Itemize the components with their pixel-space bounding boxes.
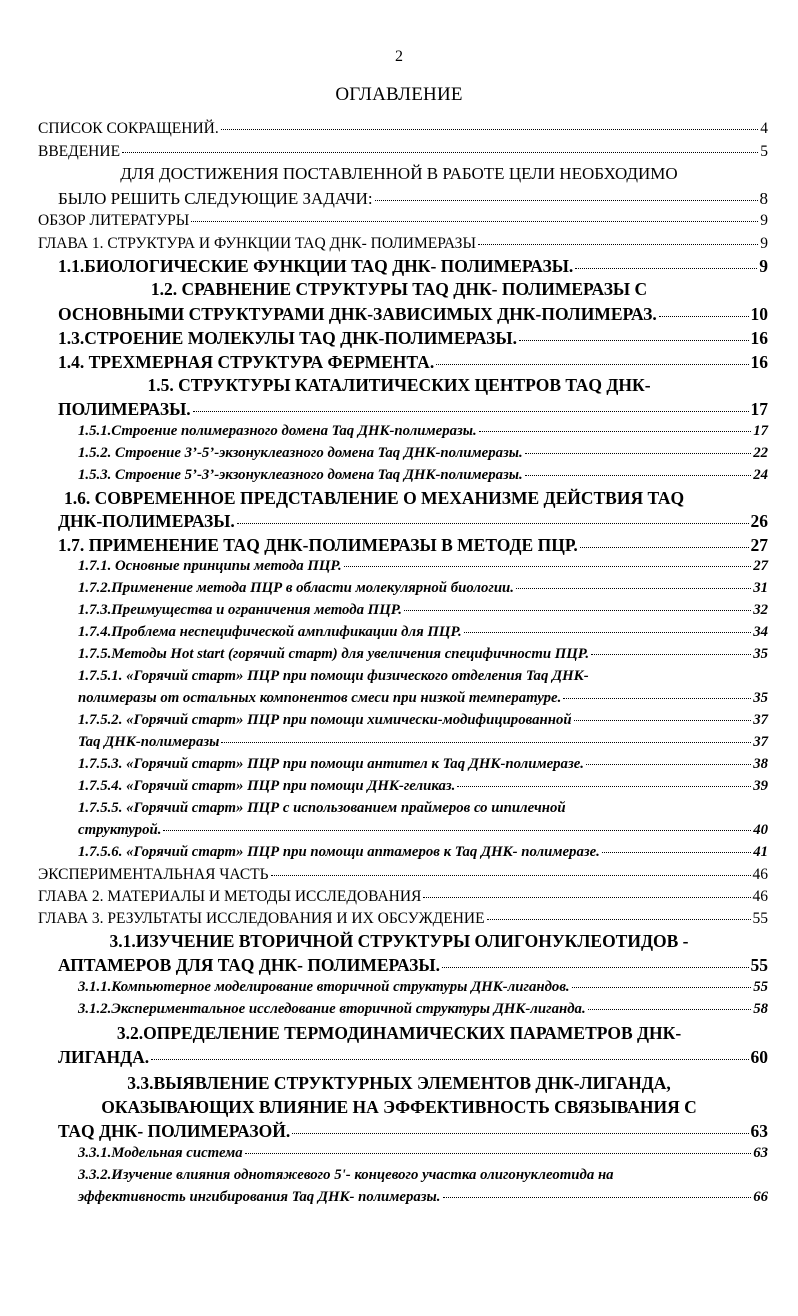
dot-leader <box>404 610 751 611</box>
toc-entry[interactable]: БЫЛО РЕШИТЬ СЛЕДУЮЩИЕ ЗАДАЧИ: 8 <box>58 189 768 208</box>
dot-leader <box>237 523 749 524</box>
toc-entry[interactable]: 1.7. ПРИМЕНЕНИЕ TAQ ДНК-ПОЛИМЕРАЗЫ В МЕТОДЕ ПЦР. 27 <box>58 535 768 555</box>
dot-leader <box>423 897 750 898</box>
toc-entry-line1[interactable]: 1.6. СОВРЕМЕННОЕ ПРЕДСТАВЛЕНИЕ О МЕХАНИЗМЕ ДЕЙСТВИЯ TAQ <box>64 488 685 508</box>
toc-entry-line1[interactable]: 1.5. СТРУКТУРЫ КАТАЛИТИЧЕСКИХ ЦЕНТРОВ TAQ ДНК- <box>147 375 651 395</box>
toc-entry[interactable]: 3.1.1.Компьютерное моделирование вторичной структуры ДНК-лигандов. 55 <box>78 979 768 995</box>
dot-leader <box>436 364 748 365</box>
toc-entry[interactable]: 1.7.4.Проблема неспецифической амплификации для ПЦР. 34 <box>78 624 768 640</box>
dot-leader <box>457 786 751 787</box>
toc-entry[interactable]: 1.4. ТРЕХМЕРНАЯ СТРУКТУРА ФЕРМЕНТА. 16 <box>58 352 768 372</box>
toc-entry[interactable]: 1.3.СТРОЕНИЕ МОЛЕКУЛЫ TAQ ДНК-ПОЛИМЕРАЗЫ. 16 <box>58 328 768 348</box>
dot-leader <box>163 830 751 831</box>
dot-leader <box>602 852 751 853</box>
toc-entry[interactable]: 3.1.2.Экспериментальное исследование вторичной структуры ДНК-лиганда. 58 <box>78 1001 768 1017</box>
dot-leader <box>443 1197 752 1198</box>
toc-entry-line1b[interactable]: ОКАЗЫВАЮЩИХ ВЛИЯНИЕ НА ЭФФЕКТИВНОСТЬ СВЯЗЫВАНИЯ С <box>101 1097 697 1117</box>
toc-entry-line1[interactable]: 3.3.2.Изучение влияния однотяжевого 5'- концевого участка олигонуклеотида на <box>78 1167 614 1183</box>
toc-entry[interactable]: Taq ДНК-полимеразы 37 <box>78 734 768 750</box>
toc-entry[interactable]: СПИСОК СОКРАЩЕНИЙ. 4 <box>38 120 768 137</box>
toc-entry[interactable]: 1.5.1.Строение полимеразного домена Taq ДНК-полимеразы. 17 <box>78 423 768 439</box>
dot-leader <box>221 129 759 130</box>
dot-leader <box>591 654 751 655</box>
dot-leader <box>575 268 757 269</box>
toc-entry[interactable]: ЭКСПЕРИМЕНТАЛЬНАЯ ЧАСТЬ 46 <box>38 866 768 883</box>
toc-entry[interactable]: ДНК-ПОЛИМЕРАЗЫ. 26 <box>58 511 768 531</box>
dot-leader <box>193 411 749 412</box>
page-number: 2 <box>395 48 403 65</box>
page-title: ОГЛАВЛЕНИЕ <box>335 84 463 105</box>
dot-leader <box>588 1009 752 1010</box>
dot-leader <box>525 475 751 476</box>
dot-leader <box>525 453 751 454</box>
toc-entry[interactable]: ГЛАВА 2. МАТЕРИАЛЫ И МЕТОДЫ ИССЛЕДОВАНИЯ 46 <box>38 888 768 905</box>
toc-entry[interactable]: ГЛАВА 3. РЕЗУЛЬТАТЫ ИССЛЕДОВАНИЯ И ИХ ОБСУЖДЕНИЕ 55 <box>38 910 768 927</box>
dot-leader <box>221 742 751 743</box>
toc-entry[interactable]: 1.7.5.6. «Горячий старт» ПЦР при помощи аптамеров к Taq ДНК- полимеразе. 41 <box>78 844 768 860</box>
toc-entry[interactable]: ВВЕДЕНИЕ 5 <box>38 143 768 160</box>
dot-leader <box>151 1059 748 1060</box>
toc-entry[interactable]: 1.5.3. Строение 5’-3’-экзонуклеазного домена Taq ДНК-полимеразы. 24 <box>78 467 768 483</box>
toc-entry[interactable]: ЛИГАНДА. 60 <box>58 1047 768 1067</box>
dot-leader <box>375 200 758 201</box>
dot-leader <box>478 244 758 245</box>
toc-entry[interactable]: 1.7.5.4. «Горячий старт» ПЦР при помощи ДНК-геликаз. 39 <box>78 778 768 794</box>
toc-entry[interactable]: полимеразы от остальных компонентов смеси при низкой температуре. 35 <box>78 690 768 706</box>
dot-leader <box>292 1133 748 1134</box>
dot-leader <box>572 987 752 988</box>
dot-leader <box>122 152 758 153</box>
toc-entry[interactable]: 1.1.БИОЛОГИЧЕСКИЕ ФУНКЦИИ TAQ ДНК- ПОЛИМЕРАЗЫ. 9 <box>58 256 768 276</box>
toc-entry[interactable]: ГЛАВА 1. СТРУКТУРА И ФУНКЦИИ TAQ ДНК- ПОЛИМЕРАЗЫ 9 <box>38 235 768 252</box>
toc-entry-line1[interactable]: 3.2.ОПРЕДЕЛЕНИЕ ТЕРМОДИНАМИЧЕСКИХ ПАРАМЕТРОВ ДНК- <box>116 1023 682 1043</box>
toc-entry[interactable]: эффективность ингибирования Taq ДНК- полимеразы. 66 <box>78 1189 768 1205</box>
toc-entry-line1[interactable]: ДЛЯ ДОСТИЖЕНИЯ ПОСТАВЛЕННОЙ В РАБОТЕ ЦЕЛИ НЕОБХОДИМО <box>120 164 678 183</box>
dot-leader <box>574 720 752 721</box>
toc-entry[interactable]: 1.7.5.3. «Горячий старт» ПЦР при помощи антител к Taq ДНК-полимеразе. 38 <box>78 756 768 772</box>
dot-leader <box>586 764 751 765</box>
toc-entry[interactable]: TAQ ДНК- ПОЛИМЕРАЗОЙ. 63 <box>58 1121 768 1141</box>
toc-entry[interactable]: АПТАМЕРОВ ДЛЯ TAQ ДНК- ПОЛИМЕРАЗЫ. 55 <box>58 955 768 975</box>
dot-leader <box>563 698 751 699</box>
toc-entry[interactable]: структурой. 40 <box>78 822 768 838</box>
toc-entry[interactable]: 1.7.3.Преимущества и ограничения метода ПЦР. 32 <box>78 602 768 618</box>
toc-entry-line1[interactable]: 1.2. СРАВНЕНИЕ СТРУКТУРЫ TAQ ДНК- ПОЛИМЕРАЗЫ С <box>150 279 648 299</box>
dot-leader <box>245 1153 752 1154</box>
dot-leader <box>442 967 749 968</box>
dot-leader <box>487 919 751 920</box>
toc-entry[interactable]: 3.3.1.Модельная система 63 <box>78 1145 768 1161</box>
dot-leader <box>191 221 758 222</box>
dot-leader <box>479 431 751 432</box>
toc-entry[interactable]: ОБЗОР ЛИТЕРАТУРЫ 9 <box>38 212 768 229</box>
toc-entry[interactable]: 1.7.5.Методы Hot start (горячий старт) для увеличения специфичности ПЦР. 35 <box>78 646 768 662</box>
toc-entry[interactable]: ОСНОВНЫМИ СТРУКТУРАМИ ДНК-ЗАВИСИМЫХ ДНК-ПОЛИМЕРАЗ. 10 <box>58 304 768 324</box>
toc-entry[interactable]: 1.7.1. Основные принципы метода ПЦР. 27 <box>78 558 768 574</box>
dot-leader <box>344 566 752 567</box>
toc-entry-line1[interactable]: 1.7.5.5. «Горячий старт» ПЦР с использованием праймеров со шпилечной <box>78 800 566 816</box>
toc-entry[interactable]: 1.7.2.Применение метода ПЦР в области молекулярной биологии. 31 <box>78 580 768 596</box>
dot-leader <box>464 632 752 633</box>
dot-leader <box>519 340 749 341</box>
toc-entry-line1[interactable]: 1.7.5.1. «Горячий старт» ПЦР при помощи физического отделения Taq ДНК- <box>78 668 589 684</box>
toc-entry[interactable]: ПОЛИМЕРАЗЫ. 17 <box>58 399 768 419</box>
dot-leader <box>580 547 749 548</box>
dot-leader <box>516 588 751 589</box>
toc-entry-line1[interactable]: 3.1.ИЗУЧЕНИЕ ВТОРИЧНОЙ СТРУКТУРЫ ОЛИГОНУКЛЕОТИДОВ - <box>109 931 689 951</box>
dot-leader <box>271 875 751 876</box>
dot-leader <box>659 316 749 317</box>
toc-entry-line1[interactable]: 3.3.ВЫЯВЛЕНИЕ СТРУКТУРНЫХ ЭЛЕМЕНТОВ ДНК-ЛИГАНДА, <box>127 1073 671 1093</box>
toc-entry[interactable]: 1.7.5.2. «Горячий старт» ПЦР при помощи химически-модифицированной 37 <box>78 712 768 728</box>
toc-entry[interactable]: 1.5.2. Строение 3’-5’-экзонуклеазного домена Taq ДНК-полимеразы. 22 <box>78 445 768 461</box>
